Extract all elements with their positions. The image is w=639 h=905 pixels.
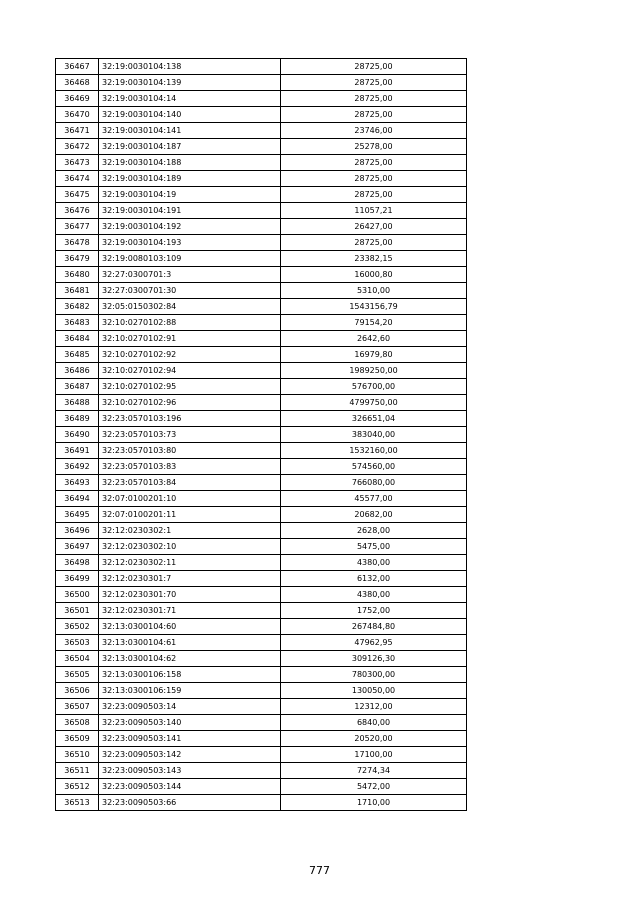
value-cell: 20520,00 [281,731,467,747]
value-cell: 1710,00 [281,795,467,811]
row-number-cell: 36468 [56,75,99,91]
cadastral-number-cell: 32:19:0030104:14 [99,91,281,107]
value-cell: 326651,04 [281,411,467,427]
value-cell: 2642,60 [281,331,467,347]
value-cell: 25278,00 [281,139,467,155]
row-number-cell: 36505 [56,667,99,683]
cadastral-number-cell: 32:10:0270102:91 [99,331,281,347]
row-number-cell: 36507 [56,699,99,715]
table-row [56,379,467,395]
cadastral-number-cell: 32:12:0230301:7 [99,571,281,587]
table-row [56,139,467,155]
value-cell: 383040,00 [281,427,467,443]
cadastral-number-cell: 32:23:0090503:141 [99,731,281,747]
table-row [56,475,467,491]
cadastral-number-cell: 32:13:0300106:159 [99,683,281,699]
table-row [56,459,467,475]
cadastral-number-cell: 32:10:0270102:95 [99,379,281,395]
value-cell: 7274,34 [281,763,467,779]
cadastral-number-cell: 32:10:0270102:88 [99,315,281,331]
value-cell: 28725,00 [281,91,467,107]
cadastral-number-cell: 32:10:0270102:94 [99,363,281,379]
cadastral-number-cell: 32:12:0230302:1 [99,523,281,539]
cadastral-number-cell: 32:23:0570103:84 [99,475,281,491]
row-number-cell: 36483 [56,315,99,331]
table-row [56,779,467,795]
cadastral-number-cell: 32:23:0090503:142 [99,747,281,763]
cadastral-number-cell: 32:10:0270102:92 [99,347,281,363]
row-number-cell: 36501 [56,603,99,619]
page-number: 777 [309,864,330,877]
value-cell: 28725,00 [281,59,467,75]
value-cell: 4380,00 [281,555,467,571]
row-number-cell: 36488 [56,395,99,411]
cadastral-number-cell: 32:19:0030104:192 [99,219,281,235]
value-cell: 28725,00 [281,187,467,203]
cadastral-number-cell: 32:19:0030104:189 [99,171,281,187]
table-row [56,539,467,555]
value-cell: 4799750,00 [281,395,467,411]
table-row [56,699,467,715]
cadastral-number-cell: 32:23:0090503:144 [99,779,281,795]
row-number-cell: 36487 [56,379,99,395]
row-number-cell: 36479 [56,251,99,267]
cadastral-value-table [55,58,467,811]
table-row [56,603,467,619]
table-row [56,283,467,299]
value-cell: 1989250,00 [281,363,467,379]
cadastral-number-cell: 32:05:0150302:84 [99,299,281,315]
cadastral-number-cell: 32:07:0100201:11 [99,507,281,523]
row-number-cell: 36508 [56,715,99,731]
table-row [56,795,467,811]
row-number-cell: 36485 [56,347,99,363]
value-cell: 23746,00 [281,123,467,139]
table-row [56,75,467,91]
table-row [56,315,467,331]
value-cell: 6132,00 [281,571,467,587]
table-row [56,635,467,651]
cadastral-number-cell: 32:23:0570103:196 [99,411,281,427]
value-cell: 26427,00 [281,219,467,235]
value-cell: 780300,00 [281,667,467,683]
row-number-cell: 36482 [56,299,99,315]
value-cell: 5475,00 [281,539,467,555]
row-number-cell: 36506 [56,683,99,699]
cadastral-number-cell: 32:23:0090503:143 [99,763,281,779]
row-number-cell: 36480 [56,267,99,283]
cadastral-number-cell: 32:19:0030104:19 [99,187,281,203]
table-row [56,571,467,587]
cadastral-number-cell: 32:13:0300106:158 [99,667,281,683]
row-number-cell: 36469 [56,91,99,107]
table-row [56,523,467,539]
table-row [56,747,467,763]
cadastral-number-cell: 32:19:0030104:138 [99,59,281,75]
table-row [56,667,467,683]
table-row [56,267,467,283]
row-number-cell: 36493 [56,475,99,491]
row-number-cell: 36495 [56,507,99,523]
row-number-cell: 36496 [56,523,99,539]
row-number-cell: 36473 [56,155,99,171]
cadastral-number-cell: 32:10:0270102:96 [99,395,281,411]
row-number-cell: 36504 [56,651,99,667]
table-row [56,331,467,347]
table-row [56,507,467,523]
value-cell: 5472,00 [281,779,467,795]
table-row [56,555,467,571]
table-row [56,651,467,667]
table-body [56,59,467,811]
value-cell: 1543156,79 [281,299,467,315]
row-number-cell: 36486 [56,363,99,379]
cadastral-number-cell: 32:12:0230302:10 [99,539,281,555]
row-number-cell: 36513 [56,795,99,811]
row-number-cell: 36481 [56,283,99,299]
table-row [56,219,467,235]
value-cell: 47962,95 [281,635,467,651]
cadastral-number-cell: 32:23:0090503:14 [99,699,281,715]
cadastral-number-cell: 32:27:0300701:30 [99,283,281,299]
cadastral-number-cell: 32:12:0230301:71 [99,603,281,619]
row-number-cell: 36478 [56,235,99,251]
table-row [56,427,467,443]
value-cell: 28725,00 [281,235,467,251]
cadastral-number-cell: 32:23:0090503:66 [99,795,281,811]
cadastral-number-cell: 32:12:0230302:11 [99,555,281,571]
value-cell: 28725,00 [281,107,467,123]
row-number-cell: 36502 [56,619,99,635]
table-row [56,171,467,187]
value-cell: 17100,00 [281,747,467,763]
table-row [56,123,467,139]
table-row [56,347,467,363]
row-number-cell: 36489 [56,411,99,427]
cadastral-number-cell: 32:07:0100201:10 [99,491,281,507]
table-row [56,91,467,107]
value-cell: 4380,00 [281,587,467,603]
cadastral-number-cell: 32:19:0030104:191 [99,203,281,219]
value-cell: 11057,21 [281,203,467,219]
cadastral-number-cell: 32:23:0570103:80 [99,443,281,459]
table-row [56,59,467,75]
row-number-cell: 36499 [56,571,99,587]
cadastral-number-cell: 32:19:0030104:193 [99,235,281,251]
row-number-cell: 36470 [56,107,99,123]
value-cell: 45577,00 [281,491,467,507]
value-cell: 23382,15 [281,251,467,267]
table-row [56,715,467,731]
table-row [56,411,467,427]
value-cell: 28725,00 [281,155,467,171]
table-row [56,203,467,219]
row-number-cell: 36484 [56,331,99,347]
cadastral-number-cell: 32:13:0300104:60 [99,619,281,635]
cadastral-number-cell: 32:19:0030104:187 [99,139,281,155]
cadastral-number-cell: 32:19:0030104:141 [99,123,281,139]
cadastral-number-cell: 32:27:0300701:3 [99,267,281,283]
cadastral-number-cell: 32:19:0080103:109 [99,251,281,267]
cadastral-number-cell: 32:12:0230301:70 [99,587,281,603]
row-number-cell: 36471 [56,123,99,139]
table-row [56,491,467,507]
cadastral-number-cell: 32:19:0030104:139 [99,75,281,91]
value-cell: 267484,80 [281,619,467,635]
row-number-cell: 36497 [56,539,99,555]
value-cell: 79154,20 [281,315,467,331]
value-cell: 5310,00 [281,283,467,299]
table-row [56,363,467,379]
table-row [56,587,467,603]
value-cell: 28725,00 [281,171,467,187]
value-cell: 1532160,00 [281,443,467,459]
row-number-cell: 36476 [56,203,99,219]
cadastral-number-cell: 32:23:0570103:73 [99,427,281,443]
table-row [56,683,467,699]
cadastral-number-cell: 32:19:0030104:188 [99,155,281,171]
table-row [56,299,467,315]
row-number-cell: 36492 [56,459,99,475]
value-cell: 766080,00 [281,475,467,491]
cadastral-number-cell: 32:23:0090503:140 [99,715,281,731]
row-number-cell: 36510 [56,747,99,763]
value-cell: 20682,00 [281,507,467,523]
row-number-cell: 36494 [56,491,99,507]
table-row [56,235,467,251]
row-number-cell: 36498 [56,555,99,571]
value-cell: 6840,00 [281,715,467,731]
value-cell: 576700,00 [281,379,467,395]
value-cell: 309126,30 [281,651,467,667]
value-cell: 16000,80 [281,267,467,283]
table-row [56,155,467,171]
row-number-cell: 36503 [56,635,99,651]
table-row [56,619,467,635]
value-cell: 2628,00 [281,523,467,539]
row-number-cell: 36475 [56,187,99,203]
table-row [56,443,467,459]
table-row [56,731,467,747]
value-cell: 16979,80 [281,347,467,363]
table-row [56,187,467,203]
value-cell: 28725,00 [281,75,467,91]
row-number-cell: 36467 [56,59,99,75]
row-number-cell: 36500 [56,587,99,603]
value-cell: 12312,00 [281,699,467,715]
row-number-cell: 36477 [56,219,99,235]
row-number-cell: 36472 [56,139,99,155]
value-cell: 130050,00 [281,683,467,699]
row-number-cell: 36512 [56,779,99,795]
cadastral-number-cell: 32:19:0030104:140 [99,107,281,123]
table-row [56,107,467,123]
cadastral-number-cell: 32:23:0570103:83 [99,459,281,475]
table-row [56,251,467,267]
row-number-cell: 36509 [56,731,99,747]
value-cell: 1752,00 [281,603,467,619]
row-number-cell: 36491 [56,443,99,459]
row-number-cell: 36490 [56,427,99,443]
value-cell: 574560,00 [281,459,467,475]
cadastral-number-cell: 32:13:0300104:62 [99,651,281,667]
table-row [56,395,467,411]
row-number-cell: 36511 [56,763,99,779]
row-number-cell: 36474 [56,171,99,187]
table-row [56,763,467,779]
cadastral-number-cell: 32:13:0300104:61 [99,635,281,651]
